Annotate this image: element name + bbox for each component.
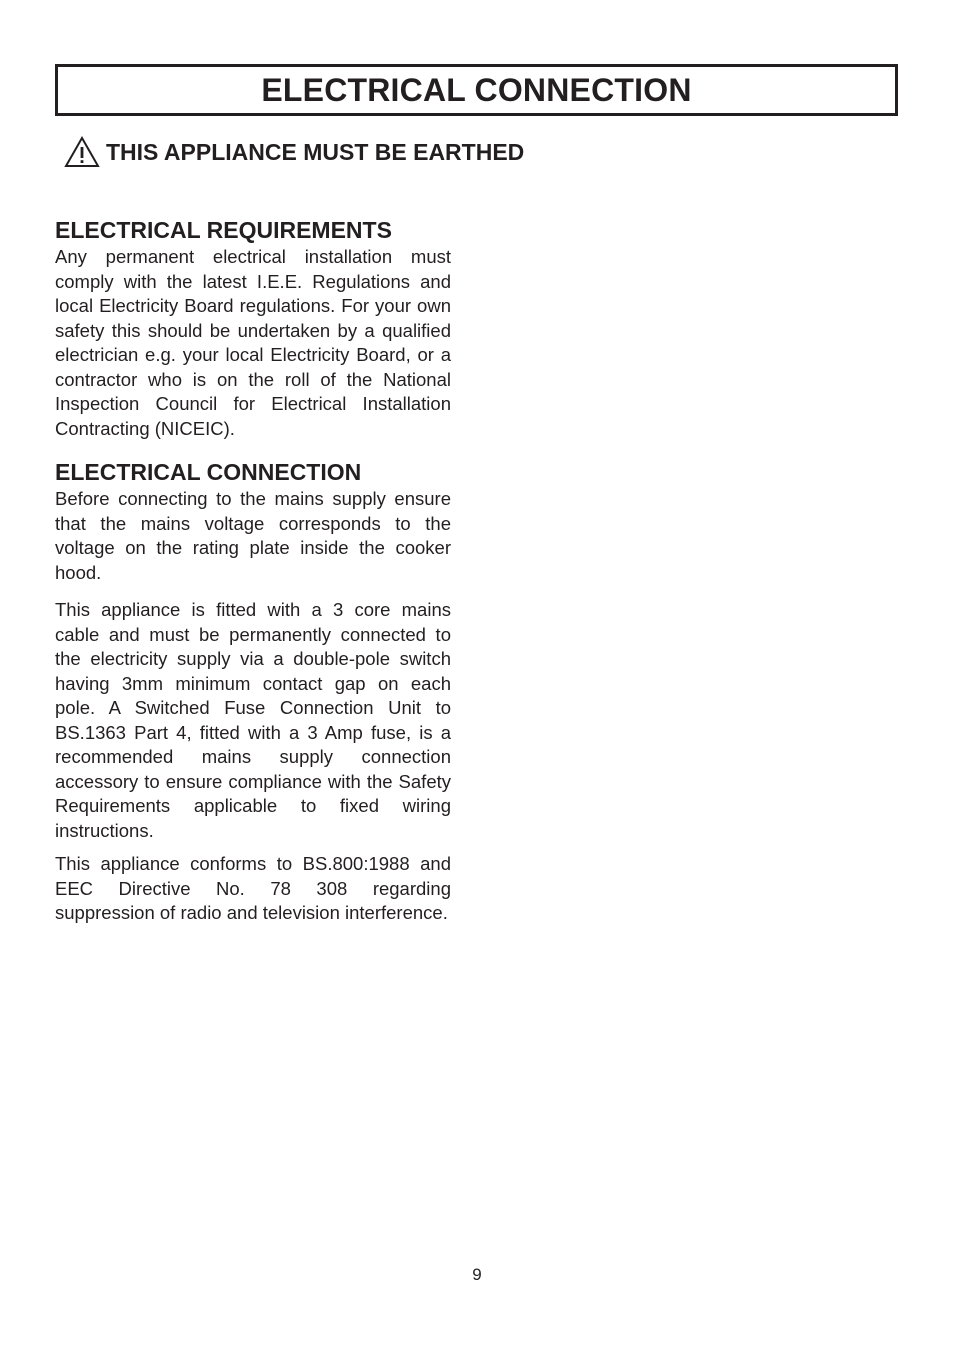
- main-column: [55, 215, 451, 926]
- connection-paragraph-voltage: Before connecting to the mains supply ensure that the mains voltage corresponds to the voltage on the rating plate inside the cooker hood.: [55, 488, 451, 583]
- earthing-warning: [64, 136, 524, 168]
- connection-paragraph-conformity: This appliance conforms to BS.800:1988 and EEC Directive No. 78 308 regarding suppression of radio and television interference.: [55, 853, 451, 923]
- warning-text: THIS APPLIANCE MUST BE EARTHED: [106, 138, 525, 165]
- page-number: 9: [472, 1265, 482, 1284]
- section-heading-connection: ELECTRICAL CONNECTION: [55, 459, 362, 485]
- page-title-box: [55, 64, 898, 116]
- warning-triangle-icon: [64, 136, 100, 168]
- connection-paragraph-cable: This appliance is fitted with a 3 core mains cable and must be permanently connected to the electricity supply via a double-pole switch having 3mm minimum contact gap on each pole. A Switched Fuse Connection Unit to BS.1363 Part 4, fitted with a 3 Amp fuse, is a recommended mains supply connection accessory to ensure compliance with the Safety Requirements applicable to fixed wiring instructions.: [55, 599, 451, 841]
- section-heading-requirements: ELECTRICAL REQUIREMENTS: [55, 217, 392, 243]
- page-title: ELECTRICAL CONNECTION: [261, 71, 692, 108]
- requirements-paragraph: Any permanent electrical installation must comply with the latest I.E.E. Regulations and local Electricity Board regulations. For your own safety this should be undertaken by a qualified electrician e.g. your local Electricity Board, or a contractor who is on the roll of the National Inspection Council for Electrical Installation Contracting (NICEIC).: [55, 246, 451, 439]
